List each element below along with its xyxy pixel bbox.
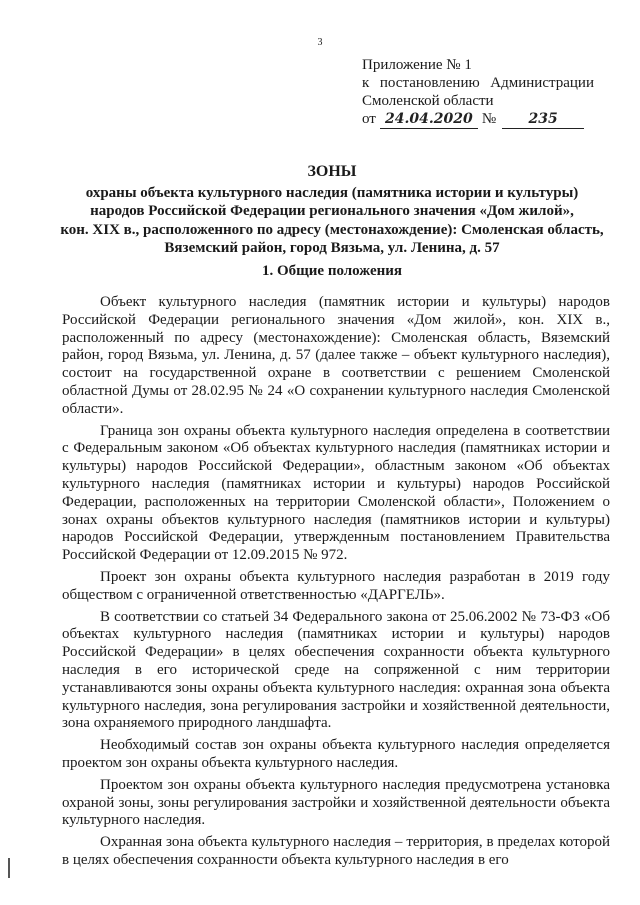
paragraph-3: Проект зон охраны объекта культурного наследия разработан в 2019 году обществом с ограниченной ответственностью «ДАРГЕЛЬ». — [62, 568, 610, 603]
appendix-word-administration: Администрации — [490, 75, 594, 91]
handwritten-number: 235 — [502, 110, 584, 129]
section-heading: 1. Общие положения — [261, 263, 403, 279]
appendix-date-number-line — [362, 110, 594, 129]
scan-edge-mark — [8, 858, 10, 878]
title-line-2: народов Российской Федерации регионального значения «Дом жилой», — [90, 203, 574, 219]
title-heading: ЗОНЫ — [307, 163, 357, 180]
date-prefix: от — [362, 111, 376, 127]
page-number: 3 — [317, 37, 323, 48]
title-line-4: Вяземский район, город Вязьма, ул. Ленина, д. 57 — [164, 240, 500, 256]
appendix-decree-line — [362, 74, 594, 92]
body-text — [62, 294, 610, 874]
paragraph-5: Необходимый состав зон охраны объекта культурного наследия определяется проектом зон охраны объекта культурного наследия. — [62, 737, 610, 771]
title-line-3: кон. XIX в., расположенного по адресу (местонахождение): Смоленская область, — [60, 221, 604, 238]
appendix-title: Приложение № 1 — [362, 57, 472, 73]
appendix-word-k: к — [362, 75, 370, 91]
document-title — [40, 163, 624, 258]
appendix-block — [362, 56, 594, 129]
title-line-1: охраны объекта культурного наследия (памятника истории и культуры) — [85, 184, 579, 201]
number-prefix: № — [481, 111, 497, 127]
paragraph-7: Охранная зона объекта культурного наследия – территория, в пределах которой в целях обеспечения сохранности объекта культурного наследия в его — [62, 834, 610, 868]
paragraph-1: Объект культурного наследия (памятник истории и культуры) народов Российской Федерации регионального значения «Дом жилой», кон. XIX в., расположенный по адресу (местонахождение): Смоленская область, Вяземский район, город Вязьма, ул. Ленина, д. 57 (далее также – объект культурного наследия), состоит на государственной охране в соответствии с решением Смоленской областной Думы от 28.02.95 № 24 «О сохранении культурного наследия Смоленской области». — [62, 294, 610, 417]
appendix-word-decree: постановлению — [379, 75, 480, 91]
handwritten-date: 24.04.2020 — [380, 110, 478, 129]
paragraph-2: Граница зон охраны объекта культурного наследия определена в соответствии с Федеральным законом «Об объектах культурного наследия (памятниках истории и культуры) народов Российской Федерации», областным законом «Об объектах культурного наследия (памятниках истории и культуры) народов Российской Федерации, расположенных на территории Смоленской области», Положением о зонах охраны объектов культурного наследия (памятников истории и культуры) народов Российской Федерации, утвержденным постановлением Правительства Российской Федерации от 12.09.2015 № 972. — [62, 422, 610, 564]
paragraph-4: В соответствии со статьей 34 Федерального закона от 25.06.2002 № 73-ФЗ «Об объектах культурного наследия (памятниках истории и культуры) народов Российской Федерации» в целях обеспечения сохранности объекта культурного наследия в его исторической среде на сопряженной с ним территории устанавливаются зоны охраны объекта культурного наследия: охранная зона объекта культурного наследия, зона регулирования застройки и хозяйственной деятельности, зона охраняемого природного ландшафта. — [62, 608, 610, 732]
appendix-region: Смоленской области — [362, 93, 494, 109]
paragraph-6: Проектом зон охраны объекта культурного наследия предусмотрена установка охраной зоны, зоны регулирования застройки и хозяйственной деятельности объекта культурного наследия. — [62, 776, 610, 829]
